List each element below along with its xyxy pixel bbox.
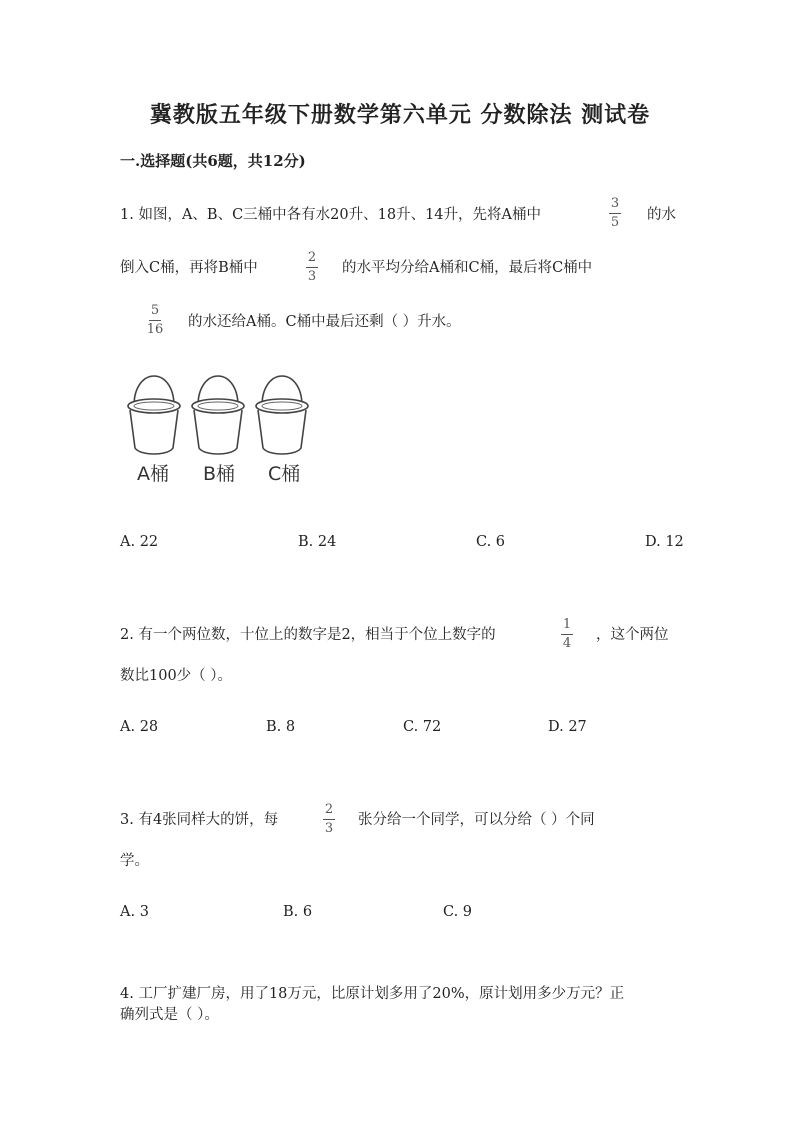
q3-option-a[interactable]: A. 3 bbox=[120, 904, 149, 920]
q1-option-d[interactable]: D. 12 bbox=[645, 534, 684, 550]
q3-fraction-2-3 bbox=[316, 802, 342, 836]
bucket-label-b: B桶 bbox=[203, 463, 236, 485]
q1-option-c[interactable]: C. 6 bbox=[476, 534, 506, 550]
q1-option-a[interactable]: A. 22 bbox=[120, 534, 159, 550]
q3-line2-text: 学。 bbox=[120, 853, 149, 869]
q1-line1-text: 1. 如图，A、B、C三桶中各有水20升、18升、14升，先将A桶中 bbox=[120, 207, 541, 223]
q2-line1-text: 2. 有一个两位数，十位上的数字是2，相当于个位上数字的 bbox=[120, 627, 496, 643]
bucket-label-a: A桶 bbox=[137, 463, 169, 485]
q1-fraction-2-3 bbox=[299, 250, 325, 284]
fraction-numerator: 3 bbox=[610, 196, 620, 211]
fraction-numerator: 2 bbox=[324, 802, 334, 817]
fraction-denominator: 5 bbox=[610, 215, 620, 230]
q3-line1-text: 3. 有4张同样大的饼，每 bbox=[120, 812, 279, 828]
section-heading: 一.选择题(共6题，共12分) bbox=[120, 152, 306, 170]
q1-line1-end: 的水 bbox=[647, 207, 676, 223]
fraction-numerator: 1 bbox=[562, 617, 572, 632]
bucket-label-c: C桶 bbox=[268, 463, 301, 485]
q1-fraction-3-5 bbox=[602, 196, 628, 230]
fraction-denominator: 3 bbox=[307, 269, 317, 284]
q2-option-c[interactable]: C. 72 bbox=[403, 719, 442, 735]
bucket-a-icon bbox=[128, 376, 180, 454]
q1-option-b[interactable]: B. 24 bbox=[298, 534, 337, 550]
q2-line2-text: 数比100少（ ）。 bbox=[120, 668, 233, 684]
q4-line1-text: 4. 工厂扩建厂房，用了18万元，比原计划多用了20%，原计划用多少万元？正 bbox=[120, 986, 625, 1002]
fraction-denominator: 16 bbox=[146, 322, 164, 337]
q2-option-d[interactable]: D. 27 bbox=[548, 719, 587, 735]
bucket-c-icon bbox=[256, 376, 308, 454]
q3-line1-end: 张分给一个同学，可以分给（ ）个同 bbox=[358, 812, 595, 828]
q3-option-b[interactable]: B. 6 bbox=[283, 904, 313, 920]
q1-line2-end: 的水平均分给A桶和C桶，最后将C桶中 bbox=[342, 260, 593, 276]
q1-fraction-5-16 bbox=[142, 303, 168, 337]
q2-option-b[interactable]: B. 8 bbox=[266, 719, 296, 735]
fraction-numerator: 5 bbox=[150, 303, 160, 318]
q1-line2-text: 倒入C桶，再将B桶中 bbox=[120, 260, 258, 276]
page-title: 冀教版五年级下册数学第六单元 分数除法 测试卷 bbox=[149, 102, 651, 128]
fraction-denominator: 4 bbox=[562, 636, 572, 651]
fraction-denominator: 3 bbox=[324, 821, 334, 836]
fraction-numerator: 2 bbox=[307, 250, 317, 265]
bucket-b-icon bbox=[192, 376, 244, 454]
q3-option-c[interactable]: C. 9 bbox=[443, 904, 473, 920]
q2-fraction-1-4 bbox=[554, 617, 580, 651]
q1-line3-text: 的水还给A桶。C桶中最后还剩（ ）升水。 bbox=[188, 314, 461, 330]
q4-line2-text: 确列式是（ ）。 bbox=[120, 1007, 219, 1023]
q2-line1-end: ，这个两位 bbox=[596, 627, 669, 643]
q2-option-a[interactable]: A. 28 bbox=[120, 719, 159, 735]
